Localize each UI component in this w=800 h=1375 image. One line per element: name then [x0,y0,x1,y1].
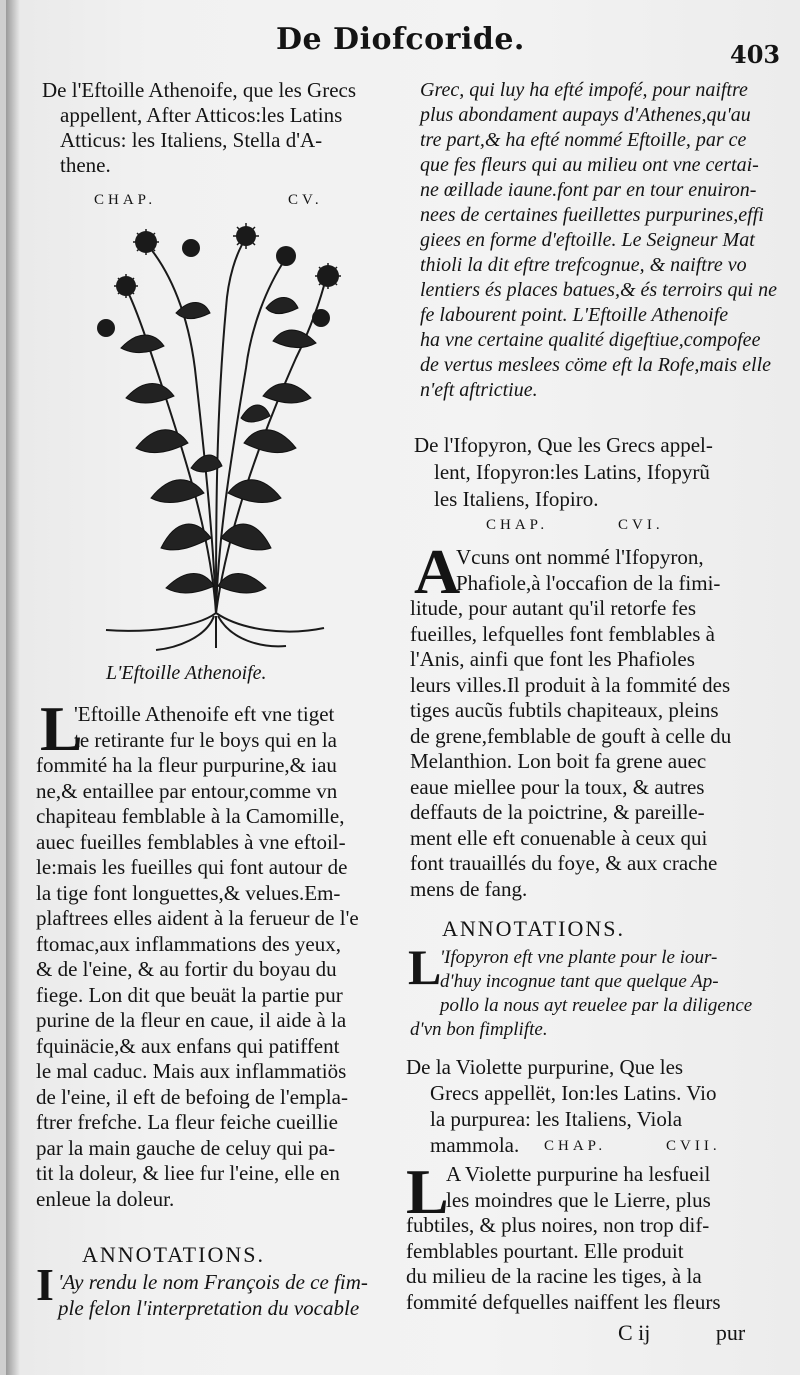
body-line: ftrer frefche. La fleur feiche cueillie [36,1110,338,1134]
body-line: leurs villes.Il produit à la fommité des [410,672,731,697]
continuation-line: fe labourent point. L'Eftoille Athenoife [420,304,729,326]
title-line: De l'Eftoille Athenoife, que les Grecs [42,78,357,102]
chapter-number: CV. [288,192,323,208]
continuation-line: de vertus meslees cöme eft la Rofe,mais elle [420,354,771,376]
body-line: le:mais les fueilles qui font autour de [36,855,348,879]
right-body3-text-a [446,1162,791,1213]
body-line: enleue la doleur. [36,1186,175,1211]
continuation-line: ne œillade iaune.font par en tour enuiron- [420,179,757,201]
chapter-label: CHAP. [486,517,549,533]
continuation-line: que fes fleurs qui au milieu ont vne certai- [420,154,759,176]
title-line: Grecs appellët, Ion:les Latins. Vio [430,1081,717,1105]
continuation-line: ha vne certaine qualité digeftiue,compofee [420,329,761,351]
body-line: Vcuns ont nommé l'Ifopyron, [456,545,704,569]
body-line: la tige font longuettes,& velues.Em- [36,880,341,905]
left-body-text-a [74,702,394,753]
body-line: Melanthion. Lon boit fa grene auec [410,749,707,773]
annotation-line: ple felon l'interpretation du vocable [58,1295,360,1320]
chapter-number: CVII. [666,1138,721,1154]
right-continuation-text [420,78,790,403]
title-line: mammola. [430,1133,520,1157]
body-line: A Violette purpurine ha lesfueil [446,1162,711,1186]
title-line: la purpurea: les Italiens, Viola [430,1107,683,1131]
drop-cap: I [36,1259,54,1310]
gutter-shadow [6,0,20,1375]
book-page [6,0,800,1375]
body-line: purine de la fleur en caue, il aide à la [36,1008,347,1032]
title-line: De l'Ifopyron, Que les Grecs appel- [414,433,713,457]
body-line: chapiteau femblable à la Camomille, [36,804,345,828]
body-line: de l'eine, il eft de befoing de l'empla- [36,1084,348,1109]
annotations-heading: ANNOTATIONS. [442,916,625,941]
annotation-line: 'Ay rendu le nom François de ce fim- [58,1270,368,1294]
body-line: ne,& entaillee par entour,comme vn [36,778,338,803]
figure-caption: L'Eftoille Athenoife. [106,662,267,684]
body-line: tiges aucũs fubtils chapiteaux, pleins [410,698,719,722]
left-chapter-title [42,78,402,178]
right-body2-text-b [410,596,795,902]
title-line: Atticus: les Italiens, Stella d'A- [60,128,323,152]
body-line: eaue miellee pour la toux, & autres [410,774,705,799]
continuation-line: giees en forme d'eftoille. Le Seigneur Mat [420,229,755,251]
body-line: fommité ha la fleur purpurine,& iau [36,753,337,777]
body-line: femblables pourtant. Elle produit [406,1238,684,1263]
right-annotation-text [410,946,795,1042]
chapter-number: CVI. [618,517,664,533]
continuation-line: tre part,& ha efté nommé Eftoille, par ce [420,129,747,151]
body-line: l'Anis, ainfi que font les Phafioles [410,647,695,671]
continuation-line: lentiers és places batues,& és terroirs qui ne [420,279,777,301]
title-line: thene. [60,153,111,177]
right-chapter2-title [414,432,794,513]
page-number: 403 [730,40,781,69]
annotation-line: d'vn bon fimplifte. [410,1019,548,1040]
body-line: plaftrees elles aident à la ferueur de l'e [36,906,359,930]
annotation-line: d'huy incognue tant que quelque Ap- [440,971,719,992]
continuation-line: n'eft aftrictiue. [420,379,538,401]
body-line: & de l'eine, & au fortir du boyau du [36,957,337,981]
body-line: fueilles, lefquelles font femblables à [410,621,715,646]
catchword: pur [715,1320,746,1345]
left-annotation-text [58,1270,398,1321]
body-line: auec fueilles femblables à vne eftoil- [36,829,346,854]
body-line: mens de fang. [410,876,528,901]
drop-cap: L [408,939,442,995]
body-line: tit la doleur, & liee fur l'eine, elle en [36,1161,340,1185]
title-line: lent, Ifopyron:les Latins, Ifopyrũ [434,460,710,484]
title-line: appellent, After Atticos:les Latins [60,103,343,127]
page-footer [618,1320,745,1346]
body-line: fiege. Lon dit que beuät la partie pur [36,982,343,1007]
running-head: De Diofcoride. [276,22,525,57]
body-line: ment elle eft conuenable à ceux qui [410,825,708,850]
body-line: te retirante fur le boys qui en la [74,727,337,752]
title-line: De la Violette purpurine, Que les [406,1055,684,1079]
annotations-heading: ANNOTATIONS. [82,1242,265,1267]
signature-mark: C ij [618,1320,651,1345]
body-line: litude, pour autant qu'il retorfe fes [410,596,697,620]
plant-woodcut-illustration [66,218,366,658]
continuation-line: Grec, qui luy ha efté impofé, pour naiftre [420,79,748,101]
drop-cap: L [406,1156,449,1227]
drop-cap: A [414,536,461,607]
continuation-line: thioli la dit eftre trefcognue, & naiftre vo [420,254,747,276]
body-line: de grene,femblable de gouft à celle du [410,723,732,748]
body-line: Phafiole,à l'occafion de la fimi- [456,570,721,595]
right-body2-text-a [456,545,796,596]
annotation-line: 'Ifopyron eft vne plante pour le iour- [440,947,718,968]
body-line: du milieu de la racine les tiges, à la [406,1264,702,1288]
body-line: ftomac,aux inflammations des yeux, [36,931,342,956]
body-line: par la main gauche de celuy qui pa- [36,1135,336,1160]
right-body3-text-b [406,1213,791,1315]
continuation-line: nees de certaines fueillettes purpurines,effi [420,204,764,226]
title-line: les Italiens, Ifopiro. [434,487,599,511]
body-line: le mal caduc. Mais aux inflammatiös [36,1059,347,1083]
body-line: fommité defquelles naiffent les fleurs [406,1289,721,1314]
body-line: 'Eftoille Athenoife eft vne tiget [74,702,335,726]
body-line: fubtiles, & plus noires, non trop dif- [406,1213,710,1237]
body-line: les moindres que le Lierre, plus [446,1187,711,1212]
annotation-line: pollo la nous ayt reuelee par la diligence [440,995,753,1016]
left-body-text-b [36,753,396,1212]
body-line: fquinäcie,& aux enfans qui patiffent [36,1033,340,1058]
drop-cap: L [40,693,83,764]
body-line: deffauts de la poictrine, & pareille- [410,800,705,824]
body-line: font trauaillés du foye, & aux crache [410,851,718,875]
chapter-label: CHAP. [94,192,157,208]
continuation-line: plus abondament aupays d'Athenes,qu'au [420,104,751,126]
chapter-label: CHAP. [544,1138,607,1154]
